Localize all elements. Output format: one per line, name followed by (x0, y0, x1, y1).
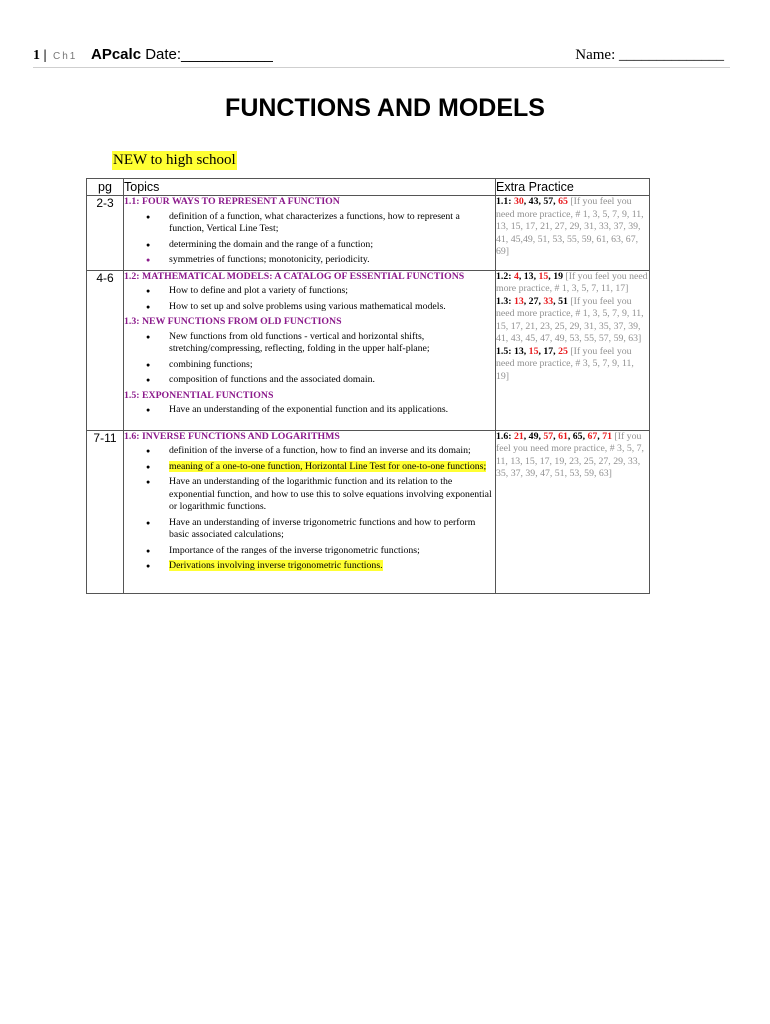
practice-set (496, 296, 649, 346)
topic-bullet-list (124, 445, 495, 573)
page-number: 1 | (33, 48, 47, 63)
required-problem-number: , (597, 430, 603, 442)
required-problem-number: , (553, 196, 559, 207)
required-problem-number: 67 (587, 430, 598, 442)
required-problem-number: , (538, 430, 544, 442)
practice-section-label: 1.5: (496, 345, 512, 357)
date-label: Date:___________ (145, 46, 273, 63)
topic-bullet (124, 461, 495, 474)
required-problem-number: , (523, 430, 529, 442)
page-range-cell: 2-3 (87, 196, 124, 271)
section-title: 1.3: NEW FUNCTIONS FROM OLD FUNCTIONS (124, 316, 342, 327)
required-problem-number: , (553, 295, 559, 307)
required-problem-number: , (553, 345, 559, 357)
optional-practice-list: [If you feel you need more practice, # 3, 5, 7, 11, 13, 15, 17, 19, 23, 25, 27, 29, 33, 35, 37, 39, 47, 51, 53, 59, 63] (496, 430, 644, 479)
practice-section-label: 1.6: (496, 430, 512, 442)
topic-text: Derivations involving inverse trigonometric functions. (169, 560, 383, 571)
section-title: 1.6: INVERSE FUNCTIONS AND LOGARITHMS (124, 430, 340, 442)
topic-bullet (124, 331, 495, 356)
table-row (87, 430, 650, 593)
practice-set (496, 271, 649, 296)
required-problem-number: 13 (513, 295, 524, 307)
required-problem-number: 57 (543, 430, 554, 442)
topic-bullet-list (124, 211, 495, 267)
required-problem-number: 4 (513, 270, 519, 282)
required-problem-number: , (523, 345, 529, 357)
required-problem-number: 17 (543, 345, 554, 357)
topic-text: meaning of a one-to-one function, Horizontal Line Test for one-to-one functions; (169, 460, 487, 472)
required-problem-number: , (523, 196, 529, 207)
topic-bullet (124, 445, 495, 458)
required-problem-number: 51 (558, 295, 568, 307)
required-problem-number: 43 (528, 196, 539, 207)
topic-bullet-list (124, 404, 495, 417)
name-label: Name: ______________ (575, 47, 724, 63)
table-row (87, 196, 650, 271)
topic-text: definition of the inverse of a function, how to find an inverse and its domain; (169, 445, 471, 456)
required-problem-number: 65 (558, 196, 568, 207)
required-problem-number: , (538, 295, 544, 307)
topic-bullet (124, 211, 495, 236)
table-row (87, 270, 650, 430)
topic-bullet (124, 359, 495, 372)
required-problem-number: 21 (513, 430, 524, 442)
practice-set (496, 346, 649, 384)
practice-set (496, 431, 649, 481)
required-problem-number: 25 (558, 345, 568, 357)
topic-text: Have an understanding of inverse trigonometric functions and how to perform basic associated calculations; (169, 516, 476, 540)
extra-practice-cell (496, 430, 650, 593)
required-problem-number: 33 (543, 295, 554, 307)
chapter-label: Ch1 (53, 51, 78, 62)
required-problem-number: , (538, 196, 544, 207)
practice-section-label: 1.2: (496, 270, 512, 282)
topics-cell (124, 196, 496, 271)
required-problem-number: , (523, 295, 529, 307)
required-problem-number: , (553, 430, 559, 442)
topics-cell (124, 270, 496, 430)
required-problem-number: 65 (572, 430, 583, 442)
topic-text: Have an understanding of the exponential function and its applications. (169, 404, 449, 415)
topic-bullet (124, 404, 495, 417)
page-range-cell: 4-6 (87, 270, 124, 430)
table-header-row (87, 179, 650, 196)
extra-practice-cell (496, 270, 650, 430)
course-date-line (91, 46, 273, 63)
optional-practice-list: [If you feel you need more practice, # 1, 3, 5, 7, 9, 11, 15, 17, 21, 23, 25, 29, 31, 35, 37, 39, 41, 43, 45, 47, 49, 53, 55, 57, 59, 63] (496, 295, 644, 344)
required-problem-number: 15 (538, 270, 549, 282)
topic-bullet (124, 285, 495, 298)
required-problem-number: , (548, 270, 554, 282)
topic-bullet (124, 301, 495, 314)
practice-section-label: 1.1: (496, 196, 512, 207)
new-to-highschool-legend: NEW to high school (113, 152, 236, 168)
topic-bullet (124, 545, 495, 558)
required-problem-number: 19 (553, 270, 563, 282)
practice-set (496, 196, 649, 259)
practice-section-label: 1.3: (496, 295, 512, 307)
page-range-cell: 7-11 (87, 430, 124, 593)
extra-practice-column-header: Extra Practice (496, 179, 650, 196)
required-problem-number: 61 (558, 430, 568, 442)
required-problem-number: 27 (528, 295, 539, 307)
required-problem-number: , (582, 430, 588, 442)
topic-bullet (124, 476, 495, 514)
required-problem-number: 49 (528, 430, 539, 442)
topic-bullet (124, 517, 495, 542)
section-title: 1.1: FOUR WAYS TO REPRESENT A FUNCTION (124, 196, 340, 207)
optional-practice-list: [If you feel you need more practice, # 1, 3, 5, 7, 11, 17] (496, 270, 648, 294)
topics-cell (124, 430, 496, 593)
pg-column-header: pg (87, 179, 124, 196)
course-label: APcalc (91, 46, 142, 63)
topic-text: How to define and plot a variety of functions; (169, 285, 349, 296)
topic-bullet (124, 560, 495, 573)
topic-text: combining functions; (169, 358, 253, 370)
topic-bullet (124, 239, 495, 252)
topic-bullet-list (124, 331, 495, 387)
topic-text: determining the domain and the range of a function; (169, 238, 374, 250)
topic-text: definition of a function, what characterizes a functions, how to represent a function, Vertical Line Test; (169, 210, 460, 234)
section-title: 1.5: EXPONENTIAL FUNCTIONS (124, 389, 274, 401)
required-problem-number: 13 (513, 345, 524, 357)
topics-table (86, 178, 650, 594)
required-problem-number: , (538, 345, 544, 357)
section-title: 1.2: MATHEMATICAL MODELS: A CATALOG OF ESSENTIAL FUNCTIONS (124, 270, 465, 282)
required-problem-number: 71 (602, 430, 612, 442)
required-problem-number: 13 (523, 270, 534, 282)
topic-text: Have an understanding of the logarithmic function and its relation to the exponential function, and how to use this to solve equations involving exponential or logarithmic functions. (169, 476, 492, 512)
required-problem-number: , (567, 430, 573, 442)
extra-practice-cell (496, 196, 650, 271)
topic-text: Importance of the ranges of the inverse trigonometric functions; (169, 544, 420, 556)
optional-practice-list: [If you feel you need more practice, # 1, 3, 5, 7, 9, 11, 13, 15, 17, 21, 27, 29, 31, 33, 37, 39, 41, 45,49, 51, 53, 55, 59, 61, 63, 67, 69] (496, 196, 644, 257)
optional-practice-list: [If you feel you need more practice, # 3, 5, 7, 9, 11, 19] (496, 345, 634, 382)
topic-text: How to set up and solve problems using various mathematical models. (169, 300, 446, 312)
required-problem-number: 15 (528, 345, 539, 357)
topic-bullet (124, 374, 495, 387)
topic-text: New functions from old functions - vertical and horizontal shifts, stretching/compressing, reflecting, folding in the upper half-plane; (169, 330, 430, 354)
topic-bullet (124, 254, 495, 267)
topic-bullet-list (124, 285, 495, 313)
required-problem-number: , (518, 270, 524, 282)
topic-text: composition of functions and the associated domain. (169, 374, 375, 385)
page-title: FUNCTIONS AND MODELS (225, 94, 545, 122)
topic-text: symmetries of functions; monotonicity, periodicity. (169, 254, 370, 265)
page-header (33, 46, 730, 68)
required-problem-number: 30 (513, 196, 524, 207)
required-problem-number: 57 (543, 196, 554, 207)
required-problem-number: , (533, 270, 539, 282)
topics-column-header: Topics (124, 179, 496, 196)
